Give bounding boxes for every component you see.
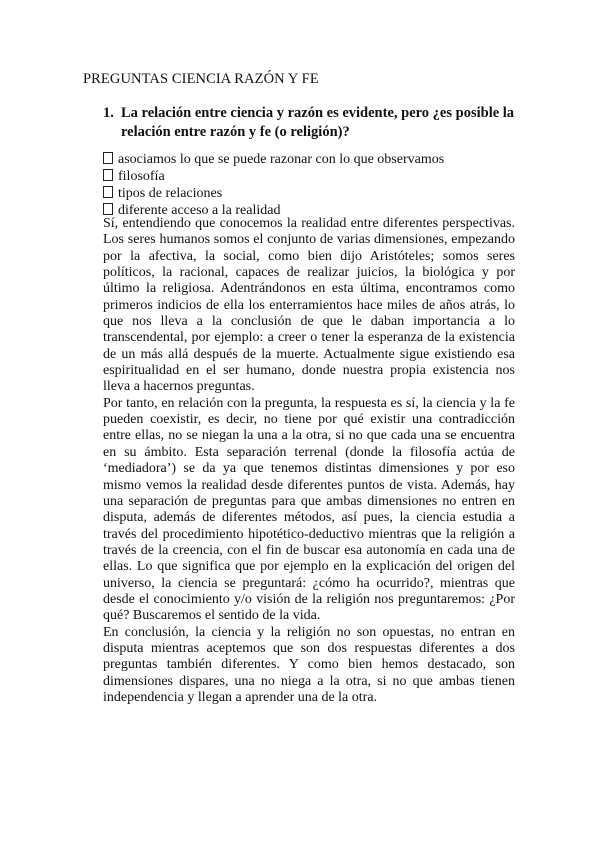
bullet-text: diferente acceso a la realidad xyxy=(118,203,281,218)
document-title: PREGUNTAS CIENCIA RAZÓN Y FE xyxy=(83,71,319,87)
question-text: La relación entre ciencia y razón es evidente, pero ¿es posible la relación entre razón y fe (o religión)? xyxy=(121,105,515,140)
paragraph: En conclusión, la ciencia y la religión no son opuestas, no entran en disputa mientras aceptemos que son dos respuestas diferentes a dos preguntas también diferentes. Y como bien hemos destacado, son dimensiones dispares, una no niega a la otra, si no que ambas tienen independencia y llegan a aprender una de la otra. xyxy=(103,624,515,705)
bullet-box-icon xyxy=(103,203,113,215)
bullet-item xyxy=(103,185,444,202)
bullet-list xyxy=(103,151,444,219)
question-number: 1. xyxy=(103,105,114,121)
bullet-box-icon xyxy=(103,169,113,181)
bullet-item xyxy=(103,168,444,185)
bullet-text: asociamos lo que se puede razonar con lo que observamos xyxy=(118,152,445,167)
bullet-box-icon xyxy=(103,186,113,198)
bullet-item xyxy=(103,151,444,168)
question-item xyxy=(103,104,515,142)
answer-body xyxy=(103,216,515,706)
bullet-text: tipos de relaciones xyxy=(118,186,223,201)
bullet-box-icon xyxy=(103,152,113,164)
paragraph: Por tanto, en relación con la pregunta, la respuesta es sí, la ciencia y la fe pueden coexistir, es decir, no tiene por qué existir una contradicción entre ellas, no se niegan la una a la otra, si no que cada una se encuentra en su ámbito. Esta separación terrenal (donde la filosofía actúa de ‘mediadora’) se da ya que tenemos distintas dimensiones y por eso mismo vemos la realidad desde diferentes puntos de vista. Además, hay una separación de preguntas para que ambas dimensiones no entren en disputa, además de diferentes métodos, así pues, la ciencia estudia a través del procedimiento hipotético-deductivo mientras que la religión a través de la creencia, con el fin de buscar esa autonomía en cada una de ellas. Lo que significa que por ejemplo en la explicación del origen del universo, la ciencia se preguntará: ¿cómo ha ocurrido?, mientras que desde el conocimiento y/o visión de la religión nos preguntaremos: ¿Por qué? Buscaremos el sentido de la vida. xyxy=(103,395,515,624)
paragraph: Sí, entendiendo que conocemos la realidad entre diferentes perspectivas. Los seres humanos somos el conjunto de varias dimensiones, empezando por la afectiva, la social, como bien dijo Aristóteles; somos seres políticos, la racional, capaces de realizar juicios, la biológica y por último la religiosa. Adentrándonos en esta última, encontramos como primeros indicios de ella los enterramientos hace miles de años atrás, lo que nos lleva a la conclusión de que le daban importancia a lo transcendental, por ejemplo: a creer o tener la esperanza de la existencia de un más allá después de la muerte. Actualmente sigue existiendo esa espiritualidad en el ser humano, donde nuestra propia existencia nos lleva a hacernos preguntas. xyxy=(103,216,515,395)
bullet-text: filosofía xyxy=(118,169,165,184)
